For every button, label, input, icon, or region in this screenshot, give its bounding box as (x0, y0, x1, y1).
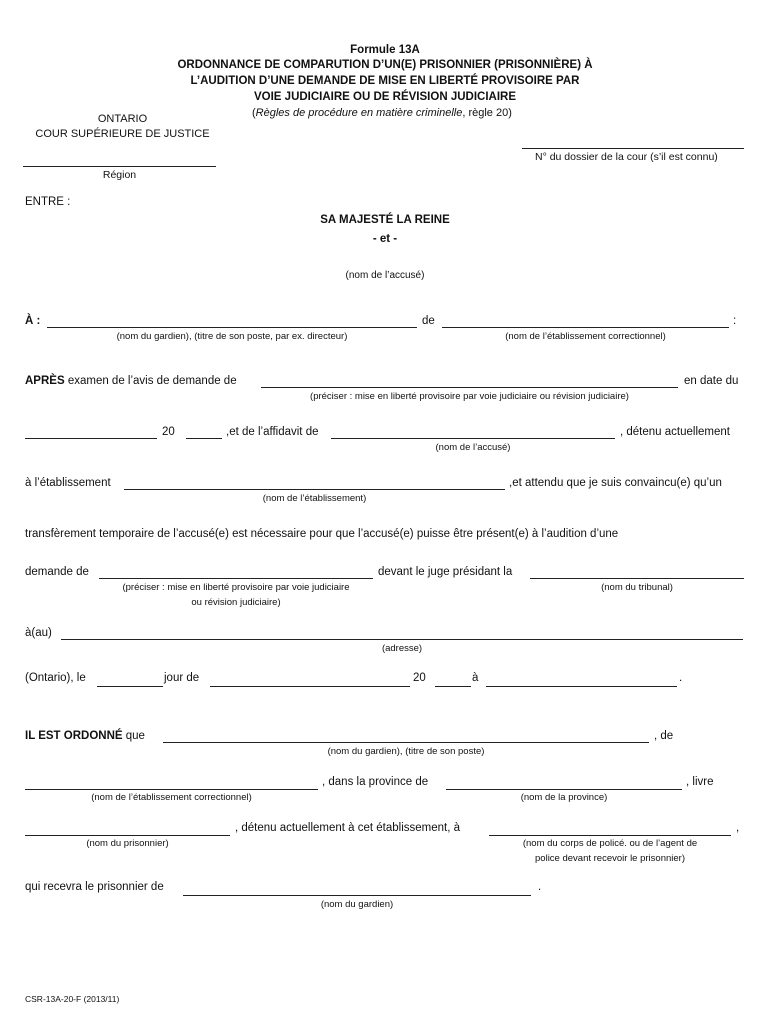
institution-name-field[interactable] (442, 327, 729, 328)
rule-open: ( (252, 107, 256, 119)
province-label: ONTARIO (97, 113, 148, 125)
region-field[interactable] (23, 166, 216, 167)
form-code: CSR-13A-20-F (2013/11) (25, 994, 120, 1004)
police-caption-2: police devant recevoir le prisonnier) (535, 853, 685, 864)
court-label: COUR SUPÉRIEURE DE JUSTICE (35, 128, 210, 140)
to-label: À : (25, 315, 41, 327)
guardian-caption: (nom du gardien), (titre de son poste, par ex. directeur) (116, 331, 348, 342)
order-text (25, 730, 145, 742)
establishment-field[interactable] (124, 489, 505, 490)
receiving-guardian-caption: (nom du gardien) (320, 899, 394, 910)
institution-caption: (nom de l’établissement correctionnel) (505, 331, 666, 342)
address-caption: (adresse) (381, 643, 423, 654)
affidavit-name-field[interactable] (331, 438, 615, 439)
de-label: de (422, 315, 435, 327)
at-institution-label: à l’établissement (25, 477, 111, 489)
form-title-line-3: VOIE JUDICIAIRE OU DE RÉVISION JUDICIAIRE (254, 91, 516, 103)
address-field[interactable] (61, 639, 743, 640)
rule-tail: , règle 20) (462, 107, 512, 119)
hearing-specify-caption-2: ou révision judiciaire) (191, 597, 281, 608)
accused-caption: (nom de l’accusé) (435, 442, 511, 453)
prisoner-caption: (nom du prisonnier) (86, 838, 169, 849)
year-b-field[interactable] (435, 686, 471, 687)
province-caption: (nom de la province) (520, 792, 608, 803)
jour-de-label: jour de (164, 672, 200, 684)
province-text-label: , dans la province de (322, 776, 429, 788)
hearing-specify-caption-1: (préciser : mise en liberté provisoire par voie judiciaire (122, 582, 350, 593)
form-title-line-2: L’AUDITION D’UNE DEMANDE DE MISE EN LIBERTÉ PROVISOIRE PAR (190, 75, 580, 87)
month-field[interactable] (210, 686, 410, 687)
order-institution-caption: (nom de l’établissement correctionnel) (91, 792, 252, 803)
detained-at-label: , détenu actuellement à cet établissement, à (235, 822, 461, 834)
rule-reference (252, 107, 512, 119)
court-file-number-field[interactable] (522, 148, 744, 149)
detained-label: , détenu actuellement (620, 426, 730, 438)
en-date-du-label: en date du (684, 375, 739, 387)
hearing-type-field[interactable] (99, 578, 373, 579)
et-label: - et - (372, 233, 398, 245)
application-type-field[interactable] (261, 387, 678, 388)
tribunal-field[interactable] (530, 578, 744, 579)
order-institution-field[interactable] (25, 789, 318, 790)
a-au-label: à(au) (25, 627, 52, 639)
receive-label: qui recevra le prisonnier de (25, 881, 164, 893)
form-title-line-1: ORDONNANCE DE COMPARUTION D’UN(E) PRISONNIER (PRISONNIÈRE) À (177, 59, 593, 71)
comma-de-label: , de (654, 730, 674, 742)
colon-label: : (733, 315, 737, 327)
specify-caption: (préciser : mise en liberté provisoire par voie judiciaire ou révision judiciaire) (310, 391, 629, 402)
a-label: à (472, 672, 479, 684)
order-guardian-caption: (nom du gardien), (titre de son poste) (327, 746, 485, 757)
demande-de-label: demande de (25, 566, 89, 578)
tribunal-caption: (nom du tribunal) (601, 582, 673, 593)
after-review-text (25, 375, 237, 387)
form-number: Formule 13A (350, 44, 420, 56)
year-field[interactable] (186, 438, 222, 439)
date-day-month-field[interactable] (25, 438, 157, 439)
livre-label: , livre (686, 776, 714, 788)
time-field[interactable] (486, 686, 677, 687)
ontario-le-label: (Ontario), le (25, 672, 86, 684)
after-review-label: examen de l’avis de demande de (64, 375, 237, 387)
police-caption-1: (nom du corps de policé. ou de l’agent de (522, 838, 698, 849)
crown-label: SA MAJESTÉ LA REINE (320, 214, 450, 226)
province-field[interactable] (446, 789, 682, 790)
police-field[interactable] (489, 835, 731, 836)
court-file-number-caption: N° du dossier de la cour (s’il est connu) (535, 151, 718, 163)
establishment-caption: (nom de l’établissement) (262, 493, 367, 504)
prisoner-name-field[interactable] (25, 835, 230, 836)
apres-label: APRÈS (25, 375, 65, 387)
que-label: que (122, 730, 145, 742)
receiving-guardian-field[interactable] (183, 895, 531, 896)
transfer-text: transfèrement temporaire de l’accusé(e) est nécessaire pour que l’accusé(e) puisse être présent(e) à l’audition d’une (25, 528, 619, 540)
devant-label: devant le juge présidant la (378, 566, 513, 578)
receive-period: . (538, 881, 542, 893)
il-est-ordonne-label: IL EST ORDONNÉ (25, 730, 123, 742)
police-comma: , (736, 822, 740, 834)
date-period: . (679, 672, 683, 684)
day-field[interactable] (97, 686, 163, 687)
accused-name-caption: (nom de l’accusé) (345, 270, 425, 281)
year-20-label: 20 (162, 426, 175, 438)
affidavit-label: ,et de l’affidavit de (226, 426, 319, 438)
entre-label: ENTRE : (25, 196, 71, 208)
rule-italic: Règles de procédure en matière criminelle (255, 107, 463, 119)
region-caption: Région (102, 169, 137, 181)
year-20b-label: 20 (413, 672, 426, 684)
convinced-label: ,et attendu que je suis convaincu(e) qu’un (509, 477, 722, 489)
guardian-name-field[interactable] (47, 327, 417, 328)
order-guardian-field[interactable] (163, 742, 649, 743)
